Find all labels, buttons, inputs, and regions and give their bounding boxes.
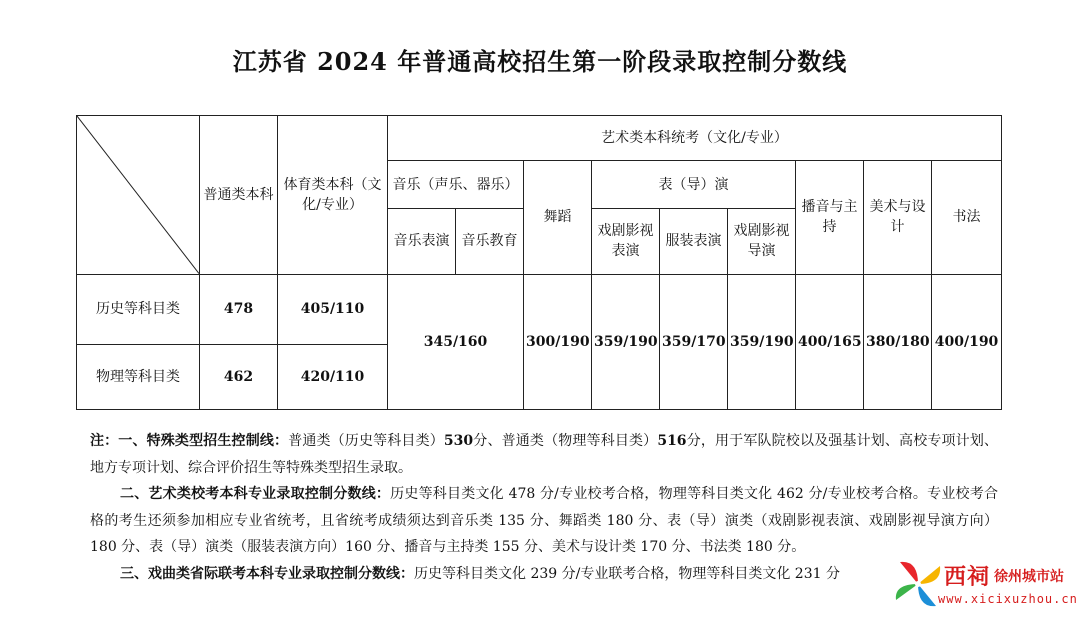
watermark-url: www.xicixuzhou.cn xyxy=(938,592,1078,606)
sports-physics-score: 420/110 xyxy=(278,344,388,409)
dance-score: 300/190 xyxy=(524,274,592,409)
costume-score: 359/170 xyxy=(660,274,728,409)
note-1-text-c: 分，用于军队院校以及强基计划、高校专项计划、地方专项计划、综合评价招生等特殊类型招生录取。 xyxy=(90,433,998,476)
header-regular: 普通类本科 xyxy=(200,116,278,275)
note-3 xyxy=(90,561,998,588)
note-2-heading: 二、艺术类校考本科专业录取控制分数线： xyxy=(120,486,391,502)
sports-history-score: 405/110 xyxy=(278,274,388,344)
diagonal-line xyxy=(77,116,199,274)
watermark xyxy=(886,552,1080,618)
header-dance: 舞蹈 xyxy=(524,161,592,274)
row-label-history: 历史等科目类 xyxy=(77,274,200,344)
note-1-heading: 注：一、特殊类型招生控制线： xyxy=(90,433,289,449)
header-drama: 表（导）演 xyxy=(592,161,796,209)
header-fine-art: 美术与设计 xyxy=(864,161,932,274)
header-sports: 体育类本科（文化/专业） xyxy=(278,116,388,275)
row-label-physics: 物理等科目类 xyxy=(77,344,200,409)
note-1 xyxy=(90,428,998,481)
diagonal-header-cell xyxy=(77,116,200,275)
calligraphy-score: 400/190 xyxy=(932,274,1002,409)
broadcast-score: 400/165 xyxy=(796,274,864,409)
pinwheel-logo-icon xyxy=(892,556,944,612)
drama-film-score: 359/190 xyxy=(592,274,660,409)
header-drama-film: 戏剧影视表演 xyxy=(592,209,660,274)
music-score: 345/160 xyxy=(388,274,524,409)
header-broadcast: 播音与主持 xyxy=(796,161,864,274)
watermark-city: 徐州城市站 xyxy=(994,569,1064,585)
notes-section xyxy=(90,428,998,587)
note-3-text: 历史等科目类文化 239 分/专业联考合格，物理等科目类文化 231 分 xyxy=(414,565,840,582)
note-1-text-a: 普通类（历史等科目类） xyxy=(288,433,444,449)
regular-physics-score: 462 xyxy=(200,344,278,409)
header-music: 音乐（声乐、器乐） xyxy=(388,161,524,209)
header-calligraphy: 书法 xyxy=(932,161,1002,274)
header-music-performance: 音乐表演 xyxy=(388,209,456,274)
header-costume: 服装表演 xyxy=(660,209,728,274)
header-drama-director: 戏剧影视导演 xyxy=(728,209,796,274)
note-2 xyxy=(90,481,998,561)
note-1-value-a: 530 xyxy=(443,433,474,449)
header-music-education: 音乐教育 xyxy=(456,209,524,274)
note-2-text: 历史等科目类文化 478 分/专业校考合格，物理等科目类文化 462 分/专业校考合格。专业校考合格的考生还须参加相应专业省统考，且省统考成绩须达到音乐类 135 分、舞蹈类 180 分、表（导）演类（戏剧影视表演、戏剧影视导演方向）180 分、表（导）演类（服装表演方向）160 分、播音与主持类 155 分、美术与设计类 170 分、书法类 180 分。 xyxy=(90,486,998,555)
score-table xyxy=(76,115,1002,410)
watermark-brand: 西祠 xyxy=(944,565,991,590)
document-title: 江苏省 2024 年普通高校招生第一阶段录取控制分数线 xyxy=(232,47,848,76)
note-3-heading: 三、戏曲类省际联考本科专业录取控制分数线： xyxy=(120,565,414,582)
note-1-text-b: 分、普通类（物理等科目类） xyxy=(473,433,658,449)
regular-history-score: 478 xyxy=(200,274,278,344)
fine-art-score: 380/180 xyxy=(864,274,932,409)
drama-director-score: 359/190 xyxy=(728,274,796,409)
note-1-value-b: 516 xyxy=(657,433,687,449)
header-art: 艺术类本科统考（文化/专业） xyxy=(388,116,1002,161)
